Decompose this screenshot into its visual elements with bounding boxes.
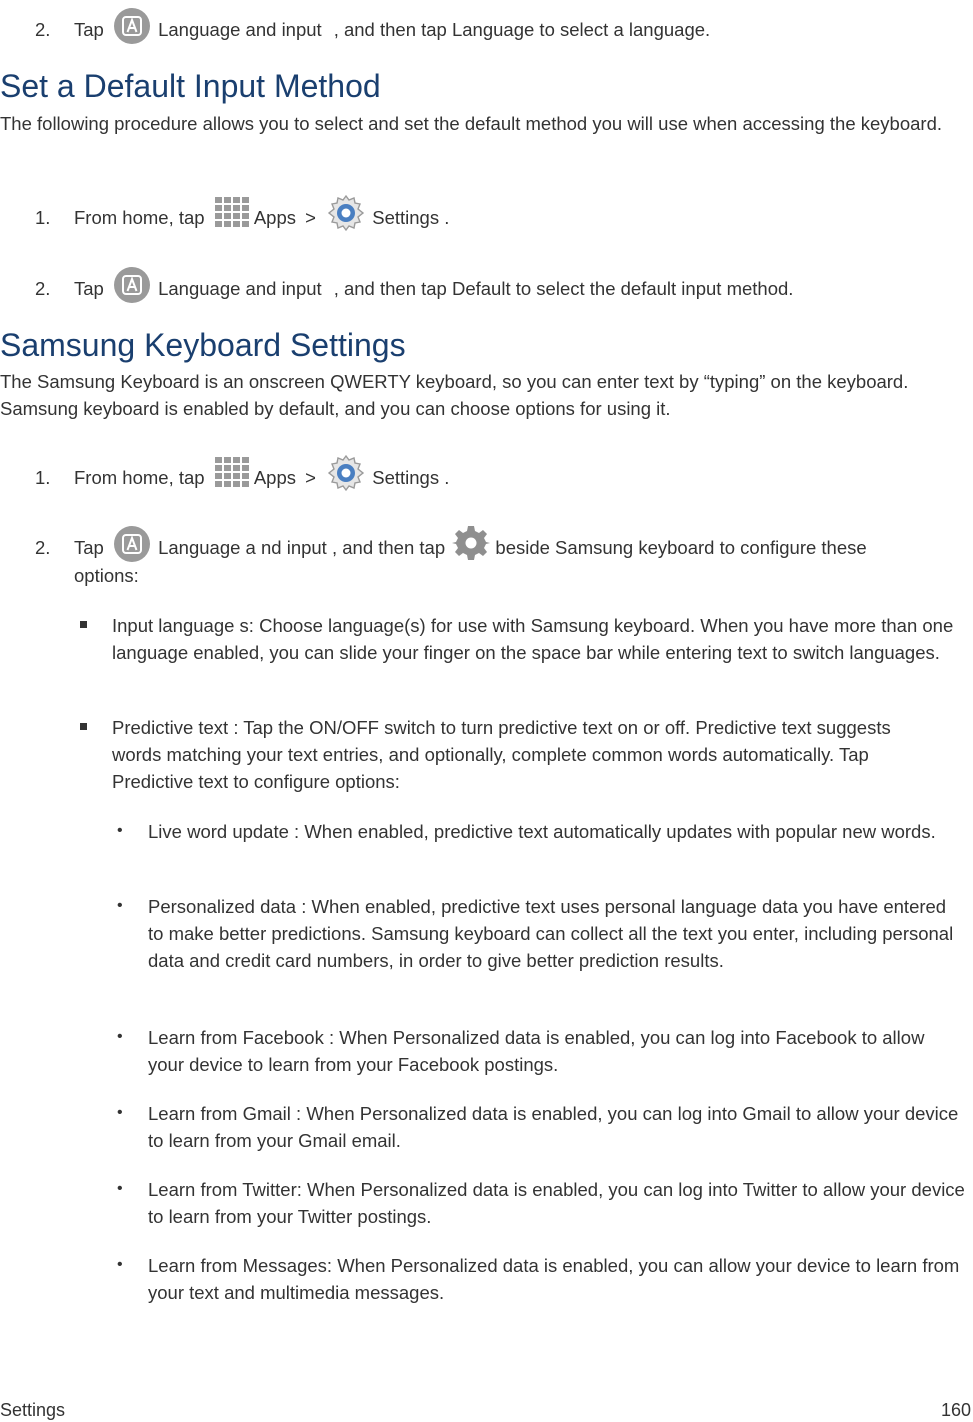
footer-section: Settings <box>0 1400 66 1420</box>
step-text-mid2: , and then tap <box>331 537 446 558</box>
step-text <box>74 16 710 45</box>
step-text-pre: Tap <box>74 537 104 558</box>
apps-grid-icon <box>214 196 250 230</box>
bullet-dot: • <box>117 822 123 839</box>
bullet-dot: • <box>117 897 123 914</box>
sub-option-item: Learn from Facebook : When Personalized data is enabled, you can log into Facebook to allow your device to learn from your Facebook postings. <box>148 1027 925 1075</box>
step-text-pre: From home, tap <box>74 467 205 488</box>
step-text-continued: options: <box>74 565 139 586</box>
step-text <box>74 204 449 232</box>
sub-option-item: Learn from Twitter: When Personalized data is enabled, you can log into Twitter to allow your device to learn from your Twitter postings. <box>148 1179 965 1227</box>
separator: > <box>305 467 316 488</box>
square-bullet-icon <box>80 723 87 730</box>
step-text-mid: Language and input <box>158 19 322 40</box>
option-item: Predictive text : Tap the ON/OFF switch to turn predictive text on or off. Predictive text suggests words matching your text entries, and optionally, complete common words automatically. Tap Predictive text to configure options: <box>112 717 891 792</box>
sub-option-item: Live word update : When enabled, predictive text automatically updates with popular new words. <box>148 821 936 842</box>
settings-gear-icon <box>327 194 365 232</box>
section-title: Samsung Keyboard Settings <box>0 327 406 363</box>
step-text-pre: Tap <box>74 19 104 40</box>
bullet-dot: • <box>117 1180 123 1197</box>
bullet-dot: • <box>117 1104 123 1121</box>
language-input-icon <box>113 266 151 304</box>
section-intro: The following procedure allows you to select and set the default method you will use when accessing the keyboard. <box>0 113 942 134</box>
apps-grid-icon <box>214 456 250 490</box>
sub-option-item: Learn from Gmail : When Personalized data is enabled, you can log into Gmail to allow your device to learn from your Gmail email. <box>148 1103 959 1151</box>
section-title: Set a Default Input Method <box>0 68 381 104</box>
step-text-mid: Language a nd input <box>158 537 327 558</box>
step-text-post: , and then tap Language to select a language. <box>333 19 711 40</box>
bullet-dot: • <box>117 1256 123 1273</box>
step-text-post: beside Samsung keyboard to configure these <box>495 537 867 558</box>
step-text-pre: From home, tap <box>74 207 205 228</box>
step-number: 2. <box>35 278 51 299</box>
apps-label: Apps <box>253 467 297 488</box>
separator: > <box>305 207 316 228</box>
step-number: 1. <box>35 467 51 488</box>
option-item: Input language s: Choose language(s) for use with Samsung keyboard. When you have more than one language enabled, you can slide your finger on the space bar while entering text to switch languages. <box>112 615 954 663</box>
step-number: 2. <box>35 537 51 558</box>
bullet-dot: • <box>117 1028 123 1045</box>
sub-option-item: Personalized data : When enabled, predictive text uses personal language data you have entered to make better predictions. Samsung keyboard can collect all the text you enter, including personal data and credit card numbers, in order to give better prediction results. <box>148 896 954 971</box>
page-number: 160 <box>940 1400 971 1420</box>
step-text <box>74 534 867 563</box>
square-bullet-icon <box>80 621 87 628</box>
settings-gear-icon <box>327 454 365 492</box>
apps-label: Apps <box>253 207 297 228</box>
step-number: 1. <box>35 207 51 228</box>
sub-option-item: Learn from Messages: When Personalized data is enabled, you can allow your device to learn from your text and multimedia messages. <box>148 1255 960 1303</box>
step-text-post: , and then tap Default to select the default input method. <box>333 278 794 299</box>
step-text-mid: Language and input <box>158 278 322 299</box>
section-intro: The Samsung Keyboard is an onscreen QWERTY keyboard, so you can enter text by “typing” on the keyboard. Samsung keyboard is enabled by default, and you can choose options for using it. <box>0 371 909 419</box>
step-text-pre: Tap <box>74 278 104 299</box>
step-number: 2. <box>35 19 51 40</box>
gear-icon <box>452 524 490 562</box>
settings-label: Settings . <box>372 207 450 228</box>
step-text <box>74 464 449 492</box>
language-input-icon <box>113 7 151 45</box>
language-input-icon <box>113 525 151 563</box>
step-text <box>74 275 793 304</box>
settings-label: Settings . <box>372 467 450 488</box>
